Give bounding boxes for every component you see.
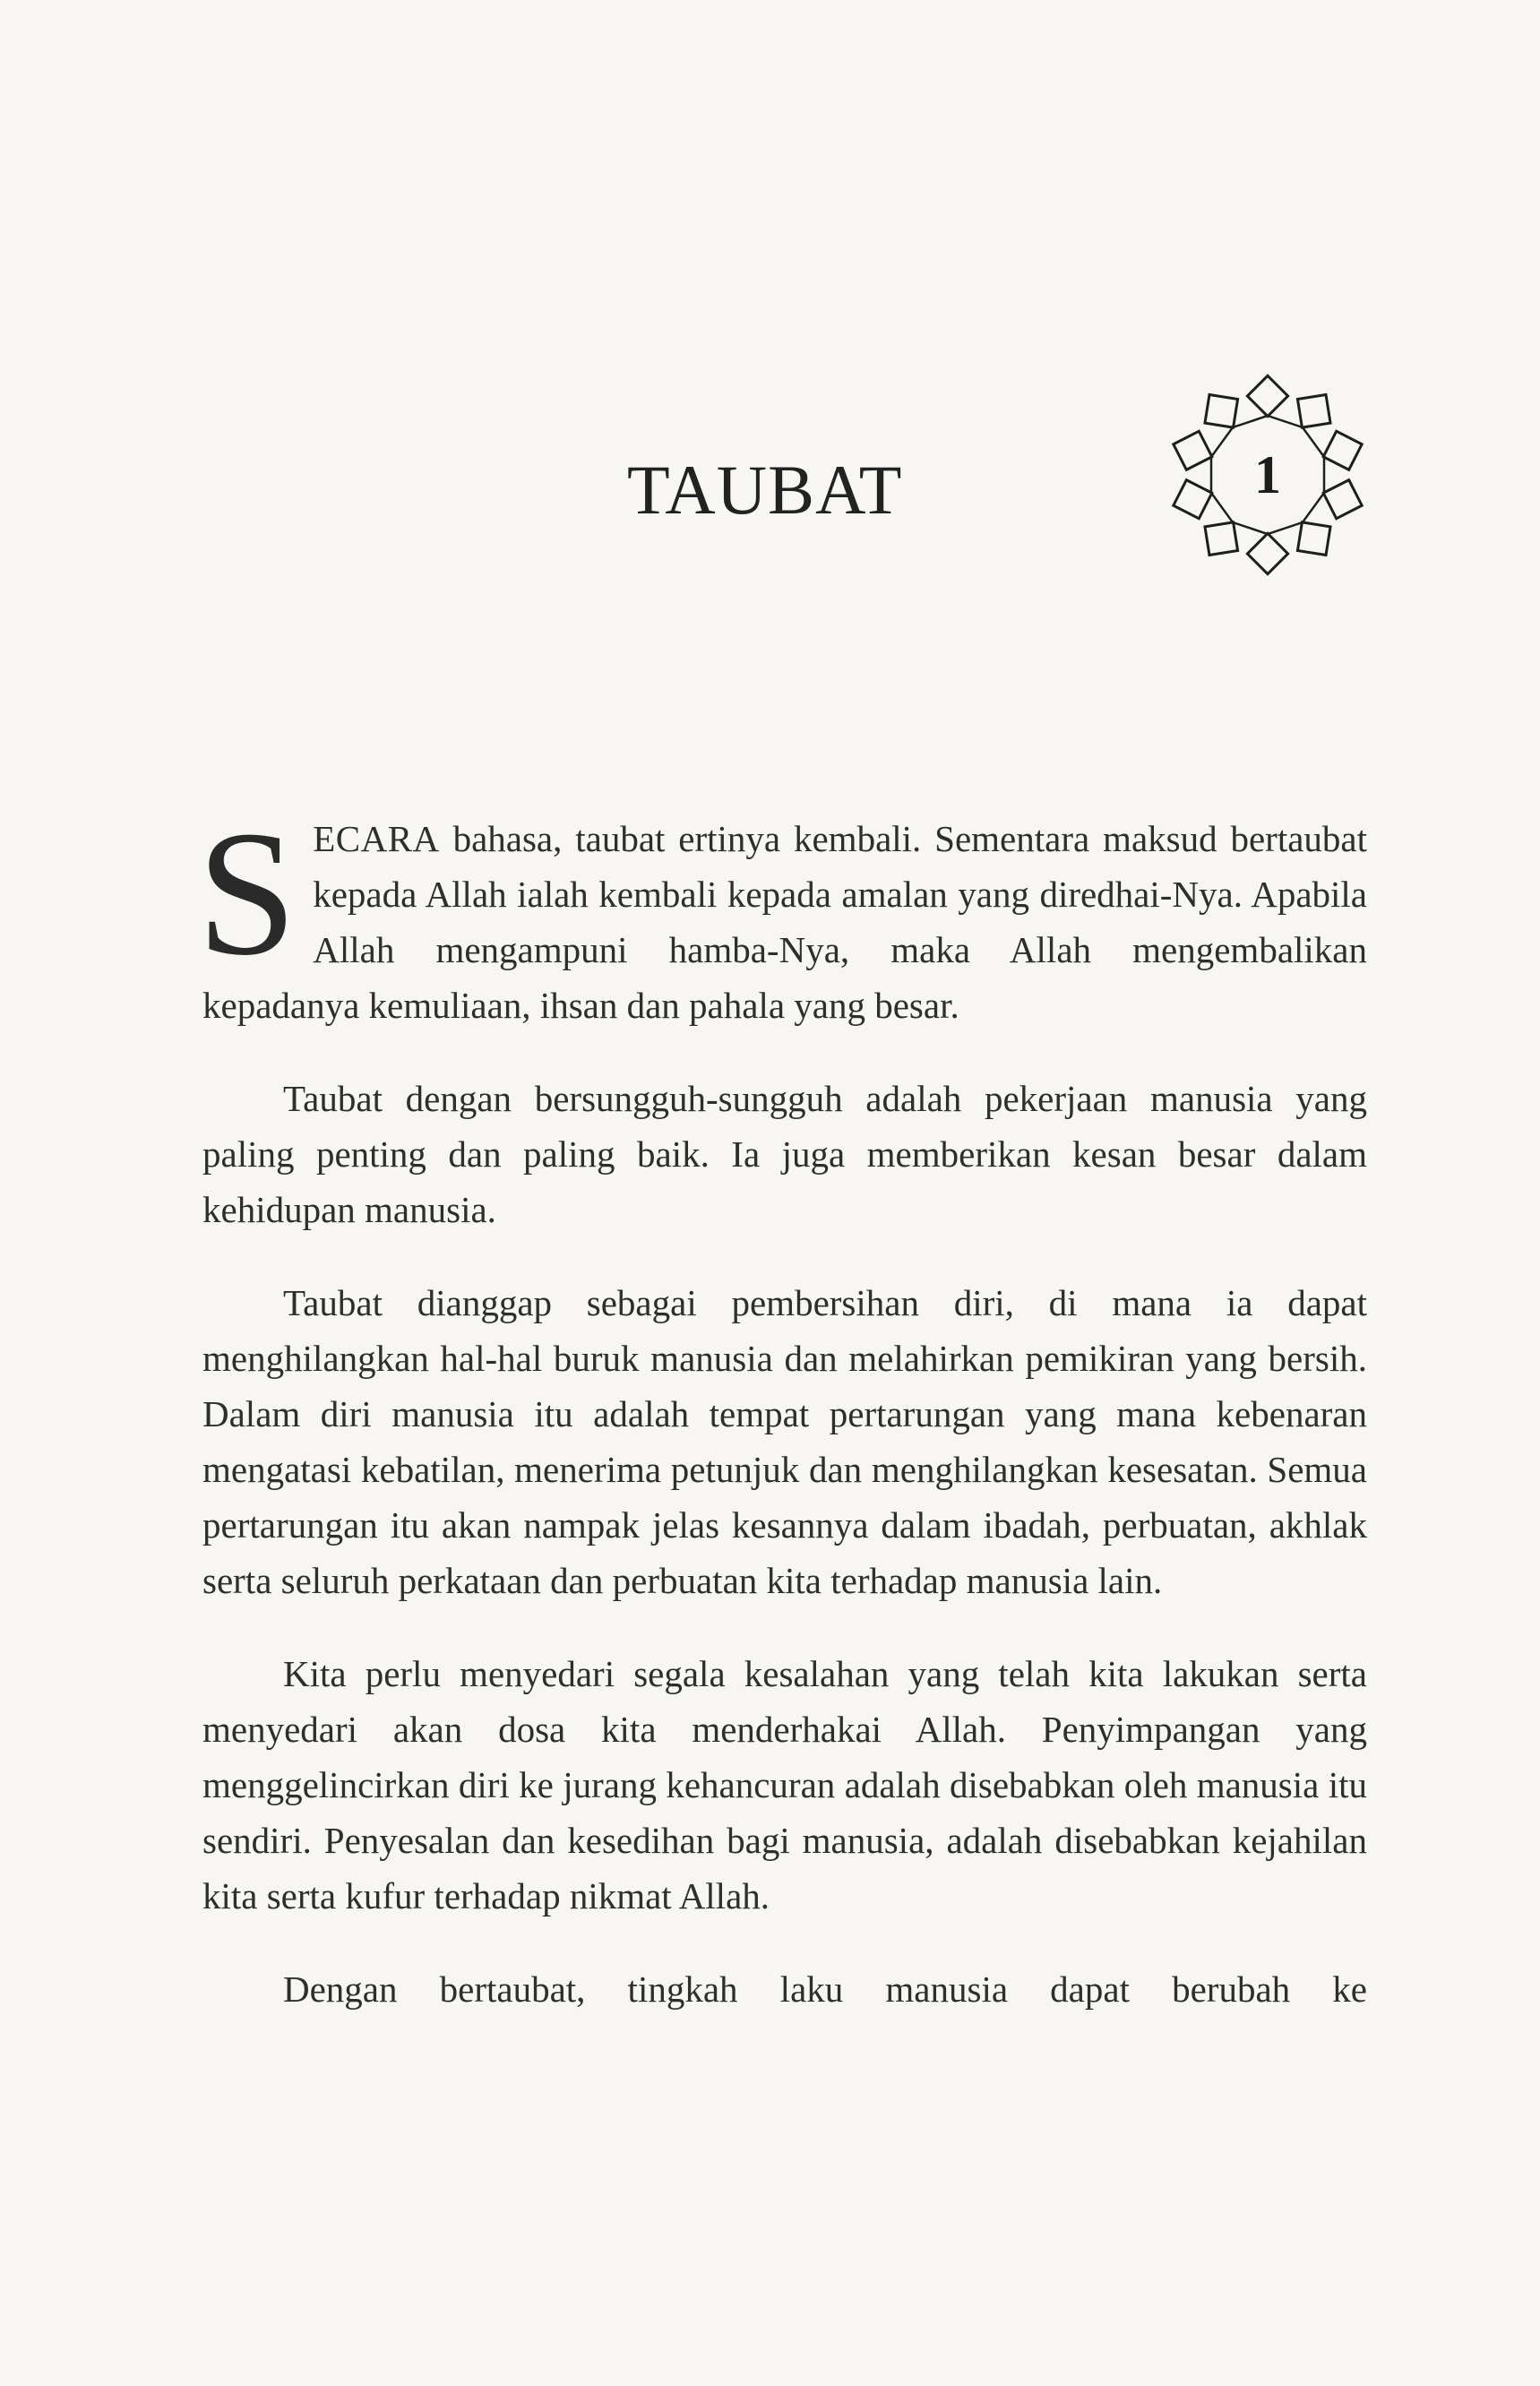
chapter-number: 1: [1254, 444, 1281, 504]
paragraph-2: Taubat dengan bersungguh-sungguh adalah pekerjaan manusia yang paling penting dan paling baik. Ia juga memberikan kesan besar dalam kehidupan manusia.: [202, 1078, 1367, 1230]
paragraph-1-text: bahasa, taubat ertinya kembali. Sementara maksud bertaubat kepada Allah ialah kembali kepada amalan yang diredhai-Nya. Apabila Allah mengampuni hamba-Nya, maka Allah mengembalikan kepadanya kemuliaan, ihsan dan pahala yang besar.: [202, 818, 1367, 1026]
paragraph-5: Dengan bertaubat, tingkah laku manusia dapat berubah ke: [283, 1968, 1367, 2010]
chapter-title: TAUBAT: [627, 451, 903, 529]
paragraph-4: Kita perlu menyedari segala kesalahan yang telah kita lakukan serta menyedari akan dosa kita menderhakai Allah. Penyimpangan yang menggelincirkan diri ke jurang kehancuran adalah disebabkan oleh manusia itu sendiri. Penyesalan dan kesedihan bagi manusia, adalah disebabkan kejahilan kita serta kufur terhadap nikmat Allah.: [202, 1653, 1367, 1917]
lead-word: ECARA: [313, 818, 440, 859]
drop-cap: S: [197, 795, 297, 993]
paragraph-3: Taubat dianggap sebagai pembersihan diri, di mana ia dapat menghilangkan hal-hal buruk manusia dan melahirkan pemikiran yang bersih. Dalam diri manusia itu adalah tempat pertarungan yang mana kebenaran mengatasi kebatilan, menerima petunjuk dan menghilangkan kesesatan. Semua pertarungan itu akan nampak jelas kesannya dalam ibadah, perbuatan, akhlak serta seluruh perkataan dan perbuatan kita terhadap manusia lain.: [202, 1282, 1367, 1601]
chapter-number-badge: [1165, 367, 1371, 582]
chapter-body: [197, 795, 1367, 2054]
paragraph-1: [197, 795, 1367, 1033]
